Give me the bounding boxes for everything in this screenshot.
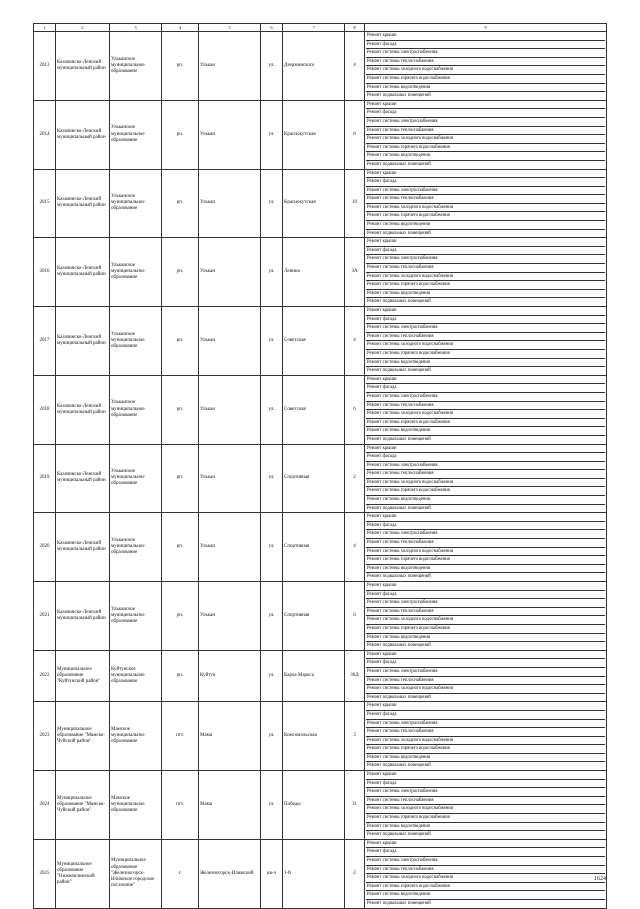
house-cell: 3: [345, 702, 365, 771]
row-number: 2022: [34, 650, 56, 702]
row-number: 2016: [34, 238, 56, 307]
work-item: Ремонт системы горячего водоснабжения: [366, 814, 605, 823]
work-item: Ремонт подвальных помещений: [367, 900, 431, 906]
work-item: Ремонт системы холодного водоснабжения: [366, 204, 605, 213]
work-item: Ремонт системы водоотведения: [366, 152, 605, 161]
work-item: Ремонт системы водоотведения: [366, 565, 605, 574]
work-item: Ремонт подвальных помещений: [367, 436, 431, 442]
works-cell: [365, 702, 607, 771]
street-cell: Спортивная: [283, 513, 345, 582]
page-number: 1624: [594, 876, 606, 882]
street-cell: 1-й: [283, 839, 345, 908]
work-item: Ремонт крыши: [366, 307, 605, 316]
work-item: Ремонт системы электроснабжения: [366, 255, 605, 264]
work-item: Ремонт подвальных помещений: [367, 643, 431, 649]
district-cell: Муниципальное образование "Мамско-Чуйский район": [56, 702, 110, 771]
work-item: Ремонт системы горячего водоснабжения: [366, 487, 605, 496]
street-type-cell: ул.: [261, 238, 283, 307]
work-item: Ремонт подвальных помещений: [367, 505, 431, 511]
district-cell: Казачинско-Ленский муниципальный район: [56, 169, 110, 238]
street-cell: Карла Маркса: [283, 650, 345, 702]
header-cell: 9: [365, 24, 607, 32]
work-item: Ремонт фасада: [366, 848, 605, 857]
district-cell: Казачинско-Ленский муниципальный район: [56, 582, 110, 651]
settlement-cell: Железногорск-Илимский: [199, 839, 261, 908]
row-number: 2020: [34, 513, 56, 582]
house-cell: 6: [345, 375, 365, 444]
work-item: Ремонт системы холодного водоснабжения: [366, 874, 605, 883]
settlement-type-cell: пгт.: [162, 771, 199, 840]
table-row: [34, 582, 607, 651]
work-item: Ремонт системы холодного водоснабжения: [366, 805, 605, 814]
works-cell: [365, 238, 607, 307]
street-type-cell: ул.: [261, 582, 283, 651]
work-item: Ремонт подвальных помещений: [367, 93, 431, 99]
table-row: [34, 238, 607, 307]
work-item: Ремонт фасада: [366, 316, 605, 325]
settlement-type-cell: рп.: [162, 513, 199, 582]
district-cell: Казачинско-Ленский муниципальный район: [56, 513, 110, 582]
work-item: Ремонт системы водоотведения: [366, 823, 605, 832]
work-item: Ремонт системы горячего водоснабжения: [366, 556, 605, 565]
work-item: Ремонт крыши: [366, 702, 605, 711]
work-item: Ремонт подвальных помещений: [367, 763, 431, 769]
work-item: Ремонт системы водоотведения: [366, 754, 605, 763]
settlement-cell: Улькан: [199, 169, 261, 238]
work-item: Ремонт системы горячего водоснабжения: [366, 75, 605, 84]
table-row: [34, 839, 607, 908]
street-cell: Советская: [283, 375, 345, 444]
district-cell: Муниципальное образование "Куйтунский район": [56, 650, 110, 702]
house-cell: 31: [345, 771, 365, 840]
settlement-type-cell: г.: [162, 839, 199, 908]
work-item: Ремонт системы холодного водоснабжения: [366, 479, 605, 488]
work-item: Ремонт подвальных помещений: [367, 694, 431, 700]
work-item: Ремонт системы горячего водоснабжения: [366, 144, 605, 153]
work-item: Ремонт системы водоотведения: [366, 84, 605, 93]
row-number: 2018: [34, 375, 56, 444]
street-cell: Спортивная: [283, 582, 345, 651]
district-cell: Казачинско-Ленский муниципальный район: [56, 307, 110, 376]
work-item: Ремонт подвальных помещений: [367, 368, 431, 374]
settlement-cell: Улькан: [199, 32, 261, 101]
district-cell: Казачинско-Ленский муниципальный район: [56, 444, 110, 513]
work-item: Ремонт крыши: [366, 445, 605, 454]
header-cell: 4: [162, 24, 199, 32]
district-cell: Муниципальное образование "Мамско-Чуйский район": [56, 771, 110, 840]
work-item: Ремонт подвальных помещений: [367, 574, 431, 580]
house-cell: 10: [345, 169, 365, 238]
house-cell: 6: [345, 582, 365, 651]
work-item: Ремонт подвальных помещений: [367, 230, 431, 236]
street-cell: Победы: [283, 771, 345, 840]
works-cell: [365, 582, 607, 651]
work-item: Ремонт крыши: [366, 101, 605, 110]
work-item: Ремонт системы электроснабжения: [366, 187, 605, 196]
table-row: [34, 169, 607, 238]
works-cell: [365, 650, 607, 702]
work-item: Ремонт системы электроснабжения: [366, 788, 605, 797]
work-item: Ремонт системы теплоснабжения: [366, 470, 605, 479]
work-item: Ремонт крыши: [366, 513, 605, 522]
works-cell: [365, 307, 607, 376]
work-item: Ремонт фасада: [366, 384, 605, 393]
work-item: Ремонт системы электроснабжения: [366, 599, 605, 608]
work-item: Ремонт крыши: [366, 651, 605, 660]
work-item: Ремонт системы электроснабжения: [366, 462, 605, 471]
work-item: Ремонт системы горячего водоснабжения: [366, 212, 605, 221]
house-cell: 4: [345, 307, 365, 376]
header-cell: 7: [283, 24, 345, 32]
header-cell: 5: [199, 24, 261, 32]
municipality-cell: Ульканское муниципальное образование: [110, 169, 162, 238]
row-number: 2025: [34, 839, 56, 908]
work-item: Ремонт системы теплоснабжения: [366, 58, 605, 67]
municipality-cell: Ульканское муниципальное образование: [110, 100, 162, 169]
works-cell: [365, 444, 607, 513]
district-cell: Казачинско-Ленский муниципальный район: [56, 100, 110, 169]
municipality-cell: Ульканское муниципальное образование: [110, 513, 162, 582]
work-item: Ремонт системы электроснабжения: [366, 118, 605, 127]
row-number: 2017: [34, 307, 56, 376]
work-item: Ремонт крыши: [366, 582, 605, 591]
municipality-cell: Мамское муниципальное образование: [110, 702, 162, 771]
house-cell: 3А: [345, 238, 365, 307]
settlement-type-cell: рп.: [162, 238, 199, 307]
work-item: Ремонт системы теплоснабжения: [366, 866, 605, 875]
district-cell: Муниципальное образование "Нижнеилимский район": [56, 839, 110, 908]
house-cell: 8: [345, 100, 365, 169]
header-cell: 2: [56, 24, 110, 32]
header-cell: 8: [345, 24, 365, 32]
works-cell: [365, 513, 607, 582]
street-cell: Дзержинского: [283, 32, 345, 101]
work-item: Ремонт системы водоотведения: [366, 290, 605, 299]
work-item: Ремонт системы водоотведения: [366, 221, 605, 230]
work-item: Ремонт системы холодного водоснабжения: [366, 616, 605, 625]
street-type-cell: ул.: [261, 375, 283, 444]
settlement-cell: Мама: [199, 771, 261, 840]
work-item: Ремонт фасада: [366, 178, 605, 187]
work-item: Ремонт системы теплоснабжения: [366, 539, 605, 548]
work-item: Ремонт системы электроснабжения: [366, 720, 605, 729]
table-row: [34, 513, 607, 582]
street-type-cell: ул.: [261, 444, 283, 513]
settlement-type-cell: рп.: [162, 650, 199, 702]
works-cell: [365, 771, 607, 840]
work-item: Ремонт фасада: [366, 780, 605, 789]
work-item: Ремонт системы горячего водоснабжения: [366, 745, 605, 754]
street-cell: Советская: [283, 307, 345, 376]
street-type-cell: кв-л: [261, 839, 283, 908]
work-item: Ремонт фасада: [366, 522, 605, 531]
work-item: Ремонт подвальных помещений: [367, 161, 431, 167]
municipality-cell: Ульканское муниципальное образование: [110, 238, 162, 307]
work-item: Ремонт системы водоотведения: [366, 427, 605, 436]
work-item: Ремонт системы электроснабжения: [366, 857, 605, 866]
works-cell: [365, 100, 607, 169]
work-item: Ремонт системы холодного водоснабжения: [366, 341, 605, 350]
municipality-cell: Муниципальное образование "Железногорск-Илимское городское поселение": [110, 839, 162, 908]
header-cell: 3: [110, 24, 162, 32]
row-number: 2013: [34, 32, 56, 101]
work-item: Ремонт фасада: [366, 41, 605, 50]
work-item: Ремонт системы холодного водоснабжения: [366, 135, 605, 144]
table-row: [34, 702, 607, 771]
work-item: Ремонт системы горячего водоснабжения: [366, 883, 605, 892]
settlement-cell: Улькан: [199, 513, 261, 582]
settlement-type-cell: рп.: [162, 444, 199, 513]
municipality-cell: Ульканское муниципальное образование: [110, 375, 162, 444]
work-item: Ремонт системы холодного водоснабжения: [366, 410, 605, 419]
work-item: Ремонт подвальных помещений: [367, 832, 431, 838]
works-cell: [365, 375, 607, 444]
work-item: Ремонт фасада: [366, 453, 605, 462]
work-item: Ремонт системы теплоснабжения: [366, 195, 605, 204]
work-item: Ремонт системы горячего водоснабжения: [366, 350, 605, 359]
work-item: Ремонт системы теплоснабжения: [366, 333, 605, 342]
table-row: [34, 100, 607, 169]
settlement-type-cell: рп.: [162, 100, 199, 169]
work-item: Ремонт системы водоотведения: [366, 359, 605, 368]
settlement-cell: Улькан: [199, 444, 261, 513]
house-cell: 4: [345, 513, 365, 582]
work-item: Ремонт системы электроснабжения: [366, 324, 605, 333]
row-number: 2015: [34, 169, 56, 238]
municipality-cell: Куйтунское муниципальное образование: [110, 650, 162, 702]
settlement-type-cell: рп.: [162, 32, 199, 101]
settlement-type-cell: рп.: [162, 375, 199, 444]
work-item: Ремонт крыши: [366, 32, 605, 41]
street-type-cell: ул.: [261, 100, 283, 169]
table-row: [34, 375, 607, 444]
work-item: Ремонт системы водоотведения: [366, 891, 605, 900]
row-number: 2024: [34, 771, 56, 840]
municipality-cell: Ульканское муниципальное образование: [110, 582, 162, 651]
settlement-cell: Улькан: [199, 582, 261, 651]
settlement-type-cell: рп.: [162, 307, 199, 376]
work-item: Ремонт системы теплоснабжения: [366, 127, 605, 136]
settlement-cell: Улькан: [199, 238, 261, 307]
street-type-cell: ул.: [261, 169, 283, 238]
street-cell: Спортивная: [283, 444, 345, 513]
table-row: [34, 771, 607, 840]
table-row: [34, 307, 607, 376]
work-item: Ремонт крыши: [366, 238, 605, 247]
settlement-type-cell: рп.: [162, 169, 199, 238]
work-item: Ремонт крыши: [366, 170, 605, 179]
work-item: Ремонт фасада: [366, 711, 605, 720]
work-item: Ремонт системы теплоснабжения: [366, 608, 605, 617]
settlement-type-cell: рп.: [162, 582, 199, 651]
street-type-cell: ул.: [261, 702, 283, 771]
work-item: Ремонт системы теплоснабжения: [366, 728, 605, 737]
work-item: Ремонт системы холодного водоснабжения: [366, 685, 605, 694]
work-item: Ремонт системы теплоснабжения: [366, 264, 605, 273]
street-cell: Комсомольская: [283, 702, 345, 771]
street-type-cell: ул.: [261, 771, 283, 840]
house-cell: 2: [345, 444, 365, 513]
row-number: 2021: [34, 582, 56, 651]
works-table: [33, 23, 607, 909]
work-item: Ремонт крыши: [366, 771, 605, 780]
row-number: 2023: [34, 702, 56, 771]
work-item: Ремонт крыши: [366, 376, 605, 385]
street-cell: Ленина: [283, 238, 345, 307]
settlement-cell: Улькан: [199, 375, 261, 444]
street-type-cell: ул.: [261, 32, 283, 101]
house-cell: 4: [345, 32, 365, 101]
header-cell: 1: [34, 24, 56, 32]
work-item: Ремонт системы горячего водоснабжения: [366, 419, 605, 428]
work-item: Ремонт системы холодного водоснабжения: [366, 273, 605, 282]
district-cell: Казачинско-Ленский муниципальный район: [56, 32, 110, 101]
work-item: Ремонт системы холодного водоснабжения: [366, 548, 605, 557]
municipality-cell: Ульканское муниципальное образование: [110, 307, 162, 376]
work-item: Ремонт фасада: [366, 659, 605, 668]
row-number: 2014: [34, 100, 56, 169]
work-item: Ремонт фасада: [366, 109, 605, 118]
settlement-cell: Куйтун: [199, 650, 261, 702]
street-type-cell: ул.: [261, 650, 283, 702]
work-item: Ремонт системы холодного водоснабжения: [366, 737, 605, 746]
work-item: Ремонт системы водоотведения: [366, 496, 605, 505]
street-type-cell: ул.: [261, 307, 283, 376]
works-cell: [365, 839, 607, 908]
work-item: Ремонт системы электроснабжения: [366, 668, 605, 677]
street-cell: Краснокутская: [283, 100, 345, 169]
work-item: Ремонт системы теплоснабжения: [366, 797, 605, 806]
work-item: Ремонт системы теплоснабжения: [366, 402, 605, 411]
work-item: Ремонт системы теплоснабжения: [366, 677, 605, 686]
work-item: Ремонт фасада: [366, 247, 605, 256]
works-cell: [365, 32, 607, 101]
district-cell: Казачинско-Ленский муниципальный район: [56, 375, 110, 444]
work-item: Ремонт системы электроснабжения: [366, 393, 605, 402]
settlement-cell: Улькан: [199, 307, 261, 376]
works-cell: [365, 169, 607, 238]
district-cell: Казачинско-Ленский муниципальный район: [56, 238, 110, 307]
municipality-cell: Мамское муниципальное образование: [110, 771, 162, 840]
work-item: Ремонт фасада: [366, 591, 605, 600]
work-item: Ремонт системы горячего водоснабжения: [366, 281, 605, 290]
house-cell: 36Д: [345, 650, 365, 702]
settlement-type-cell: пгт.: [162, 702, 199, 771]
work-item: Ремонт подвальных помещений: [367, 299, 431, 305]
row-number: 2019: [34, 444, 56, 513]
municipality-cell: Ульканское муниципальное образование: [110, 444, 162, 513]
header-cell: 6: [261, 24, 283, 32]
header-row: [34, 24, 607, 32]
work-item: Ремонт системы электроснабжения: [366, 530, 605, 539]
house-cell: 2: [345, 839, 365, 908]
table-row: [34, 444, 607, 513]
table-row: [34, 32, 607, 101]
table-row: [34, 650, 607, 702]
work-item: Ремонт системы водоотведения: [366, 634, 605, 643]
street-cell: Краснокутская: [283, 169, 345, 238]
settlement-cell: Мама: [199, 702, 261, 771]
work-item: Ремонт системы горячего водоснабжения: [366, 625, 605, 634]
work-item: Ремонт системы холодного водоснабжения: [366, 66, 605, 75]
municipality-cell: Ульканское муниципальное образование: [110, 32, 162, 101]
street-type-cell: ул.: [261, 513, 283, 582]
work-item: Ремонт крыши: [366, 840, 605, 849]
work-item: Ремонт системы электроснабжения: [366, 49, 605, 58]
settlement-cell: Улькан: [199, 100, 261, 169]
